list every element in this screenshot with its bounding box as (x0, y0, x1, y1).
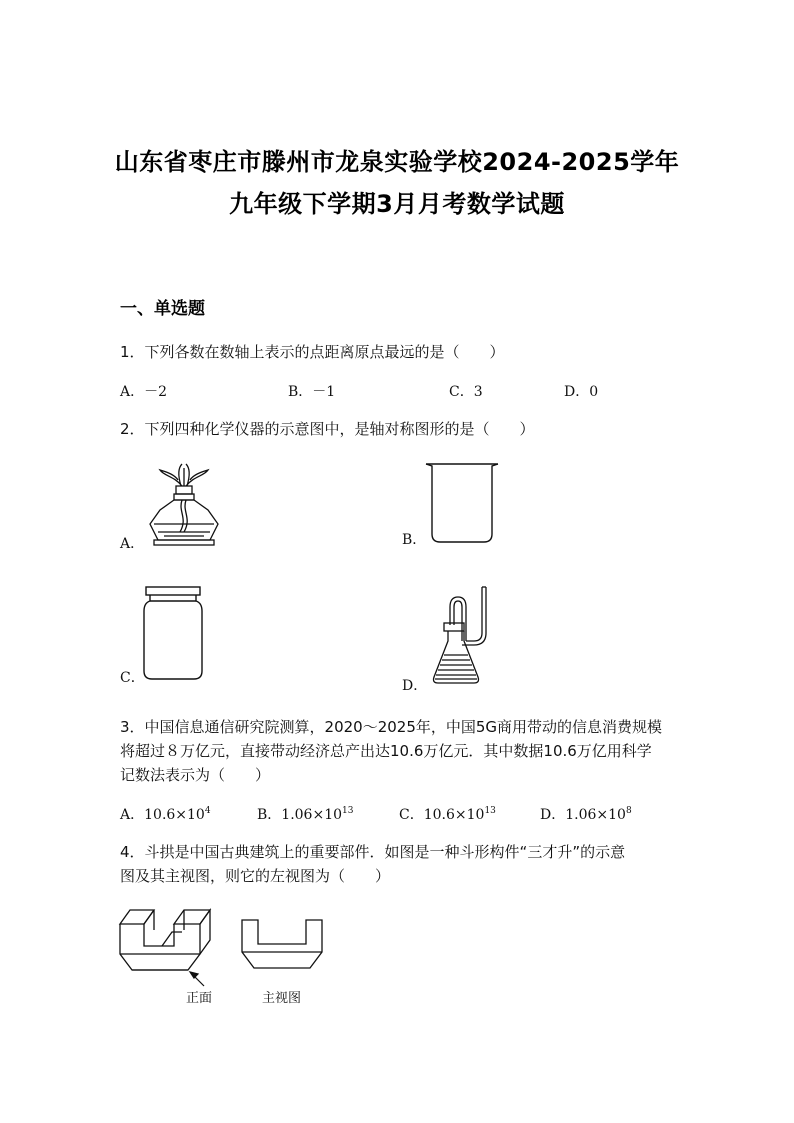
option-label: B． (288, 384, 313, 400)
option-label: D． (540, 807, 566, 823)
question-2-option-d-label: D． (402, 678, 428, 694)
option-value: 0 (589, 384, 599, 400)
question-2-option-a-label: A． (120, 536, 145, 552)
question-3-stem-line3: 记数法表示为（ ） (120, 766, 271, 784)
figure-caption-front: 正面 (186, 991, 213, 1006)
option-label: D． (564, 384, 590, 400)
question-1-option-b (288, 381, 335, 401)
page-title-line2: 九年级下学期3月月考数学试题 (229, 190, 565, 218)
section-heading: 一、单选题 (120, 299, 205, 319)
option-exponent: 8 (625, 806, 632, 816)
option-exponent: 13 (342, 806, 354, 816)
beaker-icon (424, 462, 500, 544)
alcohol-lamp-icon (144, 462, 224, 548)
option-base: 10.6×10 (144, 807, 205, 823)
option-exponent: 4 (204, 806, 211, 816)
front-view-icon (240, 918, 324, 970)
question-3-option-b (257, 804, 353, 824)
option-value: 3 (473, 384, 483, 400)
question-4-stem-line2: 图及其主视图，则它的左视图为（ ） (120, 867, 391, 885)
question-4-stem-line1: 4．斗拱是中国古典建筑上的重要部件．如图是一种斗形构件“三才升”的示意 (120, 843, 626, 861)
option-base: 10.6×10 (423, 807, 485, 823)
question-2-option-b-label: B． (402, 532, 427, 548)
question-3-option-c (399, 804, 496, 824)
question-3-stem-line2: 将超过８万亿元，直接带动经济总产出达10.6万亿元．其中数据10.6万亿用科学 (120, 742, 652, 760)
question-2-option-c-label: C． (120, 670, 145, 686)
question-1-option-c (449, 381, 483, 401)
option-base: 1.06×10 (281, 807, 343, 823)
option-base: 1.06×10 (565, 807, 626, 823)
question-3-option-d (540, 804, 632, 824)
question-3-option-a (120, 804, 211, 824)
option-value: －2 (144, 384, 168, 400)
page-title-line1: 山东省枣庄市滕州市龙泉实验学校2024-2025学年 (114, 148, 680, 176)
option-exponent: 13 (484, 806, 496, 816)
option-label: A． (120, 807, 145, 823)
question-1-stem: 1．下列各数在数轴上表示的点距离原点最远的是（ ） (120, 343, 505, 361)
option-label: C． (399, 807, 424, 823)
question-1-option-d (564, 381, 598, 401)
reagent-bottle-icon (140, 585, 206, 681)
sancaisheng-3d-icon (118, 906, 218, 986)
question-3-stem-line1: 3．中国信息通信研究院测算，2020～2025年，中国5G商用带动的信息消费规模 (120, 718, 663, 736)
question-1-option-a (120, 381, 167, 401)
figure-caption-front-view: 主视图 (262, 991, 302, 1006)
option-label: A． (120, 384, 145, 400)
flask-with-tube-icon (428, 585, 498, 689)
option-value: －1 (312, 384, 336, 400)
option-label: C． (449, 384, 474, 400)
option-label: B． (257, 807, 282, 823)
question-2-stem: 2．下列四种化学仪器的示意图中，是轴对称图形的是（ ） (120, 420, 535, 438)
